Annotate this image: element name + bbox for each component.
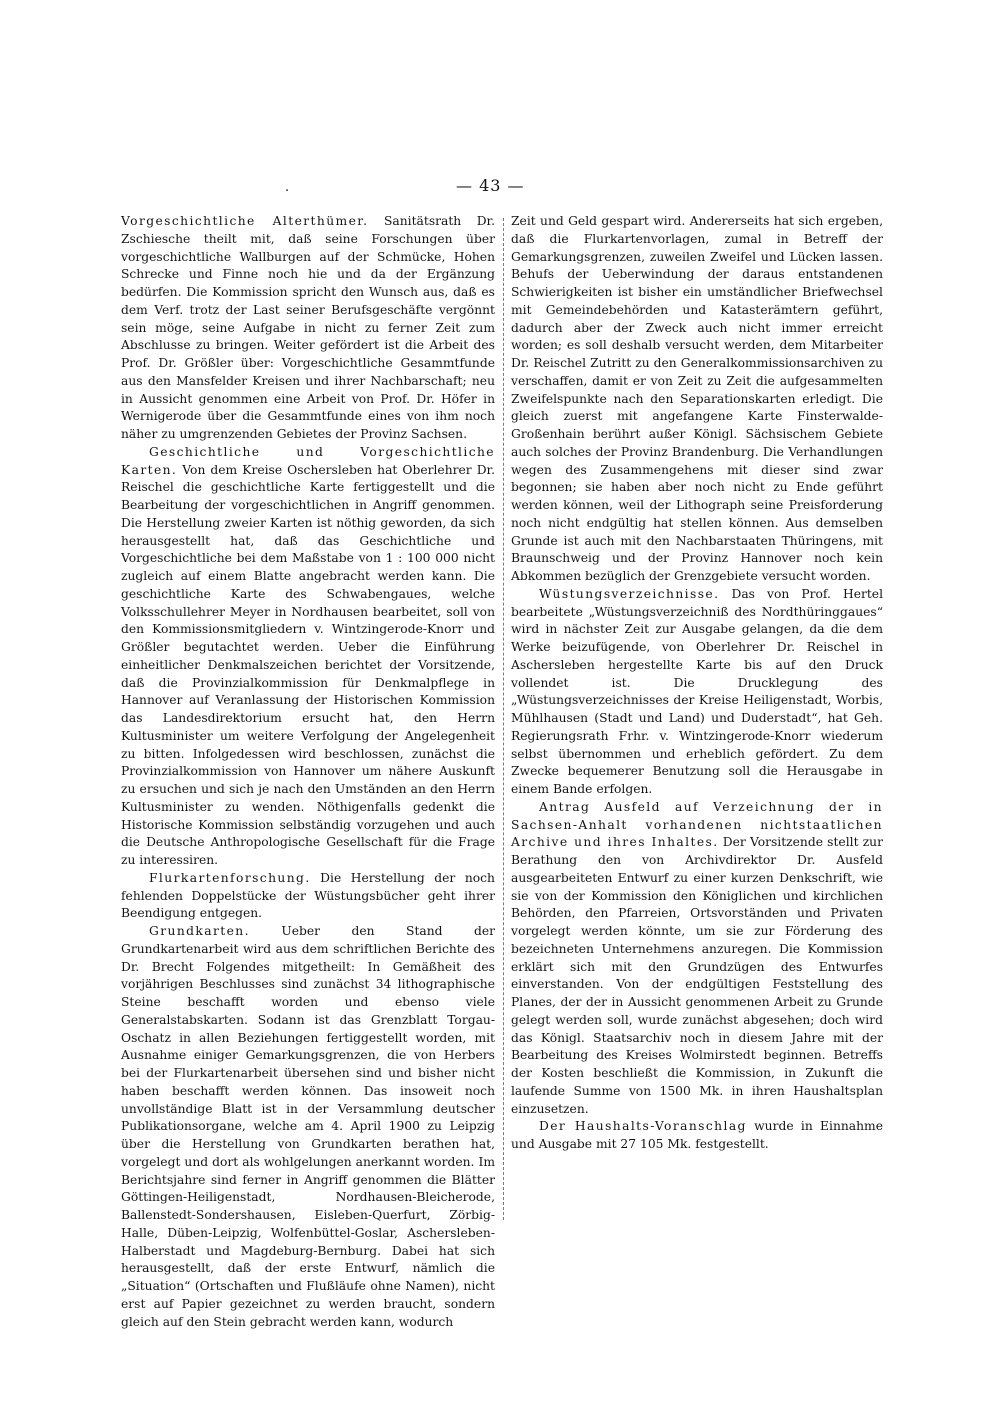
section-heading: Geschichtliche und Vorgeschichtliche Karten. — [121, 444, 495, 477]
paragraph-text: Die Herstellung der noch fehlenden Doppelstücke der Wüstungsbücher geht ihrer Beendigung entgegen. — [121, 870, 495, 921]
column-divider — [503, 218, 504, 1220]
paragraph-text: Ueber den Stand der Grundkartenarbeit wird aus dem schriftlichen Berichte des Dr. Brecht Folgendes mitgetheilt: In Gemäßheit des vorjährigen Beschlusses sind zunächst 34 lithographische Steine beschafft worden und ebenso viele Generalstabskarten. Sodann ist das Grenzblatt Torgau-Oschatz in allen Beziehungen fertiggestellt worden, mit Ausnahme einiger Gemarkungsgrenzen, die von Herbers bei der Flurkartenarbeit übersehen sind und bisher nicht haben beschafft werden können. Das insoweit noch unvollständige Blatt ist in der Versammlung deutscher Publikationsorgane, welche am 4. April 1900 zu Leipzig über die Herstellung von Grundkarten berathen hat, vorgelegt und dort als wohlgelungen anerkannt worden. Im Berichtsjahre sind ferner in Angriff genommen die Blätter Göttingen-Heiligenstadt, Nordhausen-Bleicherode, Ballenstedt-Sondershausen, Eisleben-Querfurt, Zörbig-Halle, Düben-Leipzig, Wolfenbüttel-Goslar, Aschersleben-Halberstadt und Magdeburg-Bernburg. Dabei hat sich herausgestellt, daß der erste Entwurf, nämlich die „Situation“ (Ortschaften und Flußläufe ohne Namen), nicht erst auf Papier gezeichnet zu werden braucht, sondern gleich auf den Stein gebracht werden kann, wodurch — [121, 924, 495, 1329]
section-heading: Flurkartenforschung. — [149, 870, 311, 885]
page-number: — 43 — — [456, 176, 525, 195]
section-heading: Vorgeschichtliche Alterthümer. — [121, 214, 369, 228]
left-column — [121, 213, 495, 1331]
section-heading: Antrag Ausfeld auf Verzeichnung der in Sachsen-Anhalt vorhandenen nichtstaatlichen Archive und ihres Inhaltes. — [511, 799, 883, 850]
paragraph-text: Der Vorsitzende stellt zur Berathung den von Archivdirektor Dr. Ausfeld ausgearbeiteten Entwurf zu einer kurzen Denkschrift, wie sie von der Kommission den Königlichen und kirchlichen Behörden, den Pfarreien, Ortsvorständen und Privaten vorgelegt werden könnte, um sie zur Förderung des bezeichneten Unternehmens anzuregen. Die Kommission erklärt sich mit den Grundzügen des Entwurfes einverstanden. Von der endgültigen Feststellung des Planes, der der in Aussicht genommenen Arbeit zu Grunde gelegt werden soll, wurde zunächst abgesehen; doch wird das Königl. Staatsarchiv noch in diesem Jahre mit der Bearbeitung des Kreises Wolmirstedt beginnen. Betreffs der Kosten beschließt die Kommission, in Zukunft die laufende Summe von 1500 Mk. in ihren Haushaltsplan einzusetzen. — [511, 835, 883, 1116]
paragraph — [121, 213, 495, 444]
paragraph — [511, 799, 883, 1119]
paragraph-text: wurde in Einnahme und Ausgabe mit 27 105 Mk. festgestellt. — [511, 1119, 883, 1151]
stray-dot: . — [285, 180, 290, 195]
section-heading: Wüstungsverzeichnisse. — [539, 586, 720, 601]
right-column — [511, 213, 883, 1154]
paragraph — [511, 213, 883, 586]
section-heading: Grundkarten. — [149, 924, 250, 938]
paragraph-text: Zeit und Geld gespart wird. Andererseits hat sich ergeben, daß die Flurkartenvorlagen, zumal in Betreff der Gemarkungsgrenzen, zuweilen Zweifel und Lücken lassen. Behufs der Ueberwindung der daraus entstandenen Schwierigkeiten ist bisher ein umständlicher Briefwechsel mit Gemeindebehörden und Katasterämtern geführt, dadurch aber der Zweck auch nicht immer erreicht worden; es soll deshalb versucht werden, dem Mitarbeiter Dr. Reischel Zutritt zu den Generalkommissionsarchiven zu verschaffen, damit er von Zeit zu Zeit die aufgesammelten Zweifelspunkte nach den Separationskarten erledigt. Die gleich zuerst mit angefangene Karte Finsterwalde-Großenhain berührt außer Königl. Sächsischem Gebiete auch solches der Provinz Brandenburg. Die Verhandlungen wegen des Zusammengehens mit dieser sind zwar begonnen; sie haben aber noch nicht zu Ende geführt werden können, weil der Lithograph seine Preisforderung noch nicht endgültig hat stellen können. Aus demselben Grunde ist auch mit den Nachbarstaaten Thüringens, mit Braunschweig und der Provinz Hannover noch kein Abkommen bezüglich der Grenzgebiete versucht worden. — [511, 214, 883, 583]
paragraph — [121, 870, 495, 923]
paragraph — [121, 923, 495, 1331]
paragraph-text: Von dem Kreise Oschersleben hat Oberlehrer Dr. Reischel die geschichtliche Karte fertiggestellt und die Bearbeitung der vorgeschichtlichen in Angriff genommen. Die Herstellung zweier Karten ist nöthig geworden, da sich herausgestellt hat, daß das Geschichtliche und Vorgeschichtliche bei dem Maßstabe von 1 : 100 000 nicht zugleich auf einem Blatte angebracht werden kann. Die geschichtliche Karte des Schwabengaues, welche Volksschullehrer Meyer in Nordhausen bearbeitet, soll von den Kommissionsmitgliedern v. Wintzingerode-Knorr und Größler begutachtet werden. Ueber die Einführung einheitlicher Denkmalszeichen berichtet der Vorsitzende, daß die Provinzialkommission für Denkmalpflege in Hannover auf Veranlassung der Historischen Kommission das Landesdirektorium ersucht hat, den Herrn Kultusminister um weitere Verfolgung der Angelegenheit zu bitten. Infolgedessen wird beschlossen, zunächst die Provinzialkommission von Hannover um nähere Auskunft zu ersuchen und sich je nach den Umständen an den Herrn Kultusminister zu wenden. Nöthigenfalls gedenkt die Historische Kommission selbständig vorzugehen und auch die Deutsche Anthropologische Gesellschaft für die Frage zu interessiren. — [121, 462, 495, 867]
paragraph-text: Das von Prof. Hertel bearbeitete „Wüstungsverzeichniß des Nordthüringgaues“ wird in nächster Zeit zur Ausgabe gelangen, da die dem Werke beizufügende, von Oberlehrer Dr. Reischel in Aschersleben hergestellte Karte bis auf den Druck vollendet ist. Die Drucklegung des „Wüstungsverzeichnisses der Kreise Heiligenstadt, Worbis, Mühlhausen (Stadt und Land) und Duderstadt“, hat Geh. Regierungsrath Frhr. v. Wintzingerode-Knorr wiederum selbst übernommen und erheblich gefördert. Zu dem Zwecke bequemerer Benutzung soll die Herausgabe in einem Bande erfolgen. — [511, 586, 883, 796]
paragraph-text: Sanitätsrath Dr. Zschiesche theilt mit, daß seine Forschungen über vorgeschichtliche Wallburgen auf der Schmücke, Hohen Schrecke und Finne noch hie und da der Ergänzung bedürfen. Die Kommission spricht den Wunsch aus, daß es dem Verf. trotz der Last seiner Berufsgeschäfte vergönnt sein möge, seine Aufgabe in nicht zu ferner Zeit zum Abschlusse zu bringen. Weiter gefördert ist die Arbeit des Prof. Dr. Größler über: Vorgeschichtliche Gesammtfunde aus den Mansfelder Kreisen und ihrer Nachbarschaft; neu in Aussicht genommen eine Arbeit von Prof. Dr. Höfer in Wernigerode über die Gesammtfunde eines von ihm noch näher zu umgrenzenden Gebietes der Provinz Sachsen. — [121, 214, 495, 441]
paragraph — [511, 1118, 883, 1154]
paragraph — [121, 444, 495, 870]
paragraph — [511, 586, 883, 799]
section-heading: Der Haushalts-Voranschlag — [539, 1119, 747, 1134]
